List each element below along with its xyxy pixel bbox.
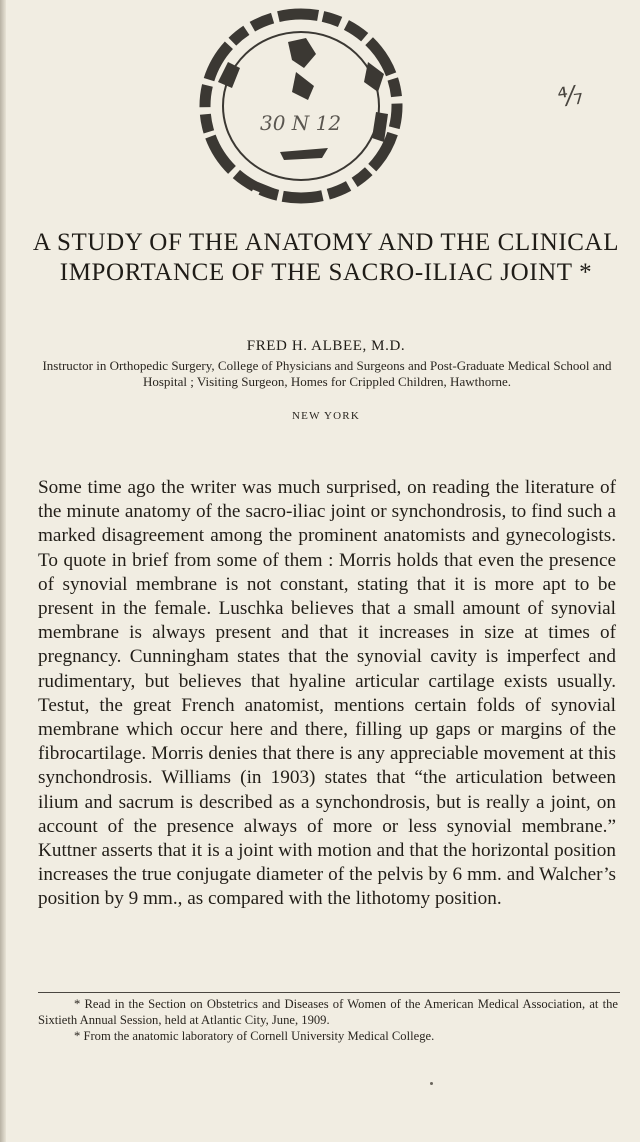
body-paragraph: Some time ago the writer was much surprised, on reading the literature of the minute anatomy of the sacro-iliac joint or synchondrosis, to find such a marked disagreement among the prominent anatomists and gynecologists. To quote in brief from some of them : Morris holds that even the presence of synovial membrane is not constant, stating that it is more apt to be present in the female. Luschka believes that a small amount of synovial membrane is always present and that it increases in size at times of pregnancy. Cunningham states that the synovial cavity is imperfect and rudimentary, but believes that hyaline articular cartilage exists usually. Testut, the great French anatomist, mentions certain folds of synovial membrane which occur here and there, filling up gaps or margins of the fibrocartilage. Morris denies that there is any appreciable movement at this synchondrosis. Williams (in 1903) states that “the articulation between ilium and sacrum is described as a synchondrosis, but is really a joint, on account of the presence always of more or less synovial membrane.” Kuttner asserts that it is a joint with motion and that the horizontal position increases the true conjugate diameter of the pelvis by 6 mm. and Walcher’s position by 9 mm., as compared with the lithotomy position. [38, 477, 616, 910]
author-name: FRED H. ALBEE, M.D. [246, 338, 406, 354]
author-location: NEW YORK [292, 410, 360, 422]
footnote-divider [38, 992, 620, 993]
article-title: A STUDY OF THE ANATOMY AND THE CLINICAL IMPORTANCE OF THE SACRO-ILIAC JOINT * [32, 229, 620, 286]
stamp-date: 30 N 12 [260, 111, 342, 135]
footnote-1: * Read in the Section on Obstetrics and Diseases of Women of the American Medical Association, at the Sixtieth Annual Session, held at Atlantic City, June, 1909. [38, 997, 618, 1027]
library-stamp [188, 2, 414, 214]
author-affiliation: Instructor in Orthopedic Surgery, College of Physicians and Surgeons and Post-Graduate Medical School and Hospital ; Visiting Surgeon, Homes for Crippled Children, Hawthorne. [42, 358, 612, 389]
footnotes [38, 997, 618, 1044]
paper-speck [430, 1082, 433, 1085]
footnote-2: * From the anatomic laboratory of Cornell University Medical College. [74, 1028, 435, 1043]
page-edge-shadow [0, 0, 6, 1142]
margin-handwritten-mark: ⁴⁄₇ [556, 80, 586, 114]
stamp-seal-icon [188, 2, 414, 214]
